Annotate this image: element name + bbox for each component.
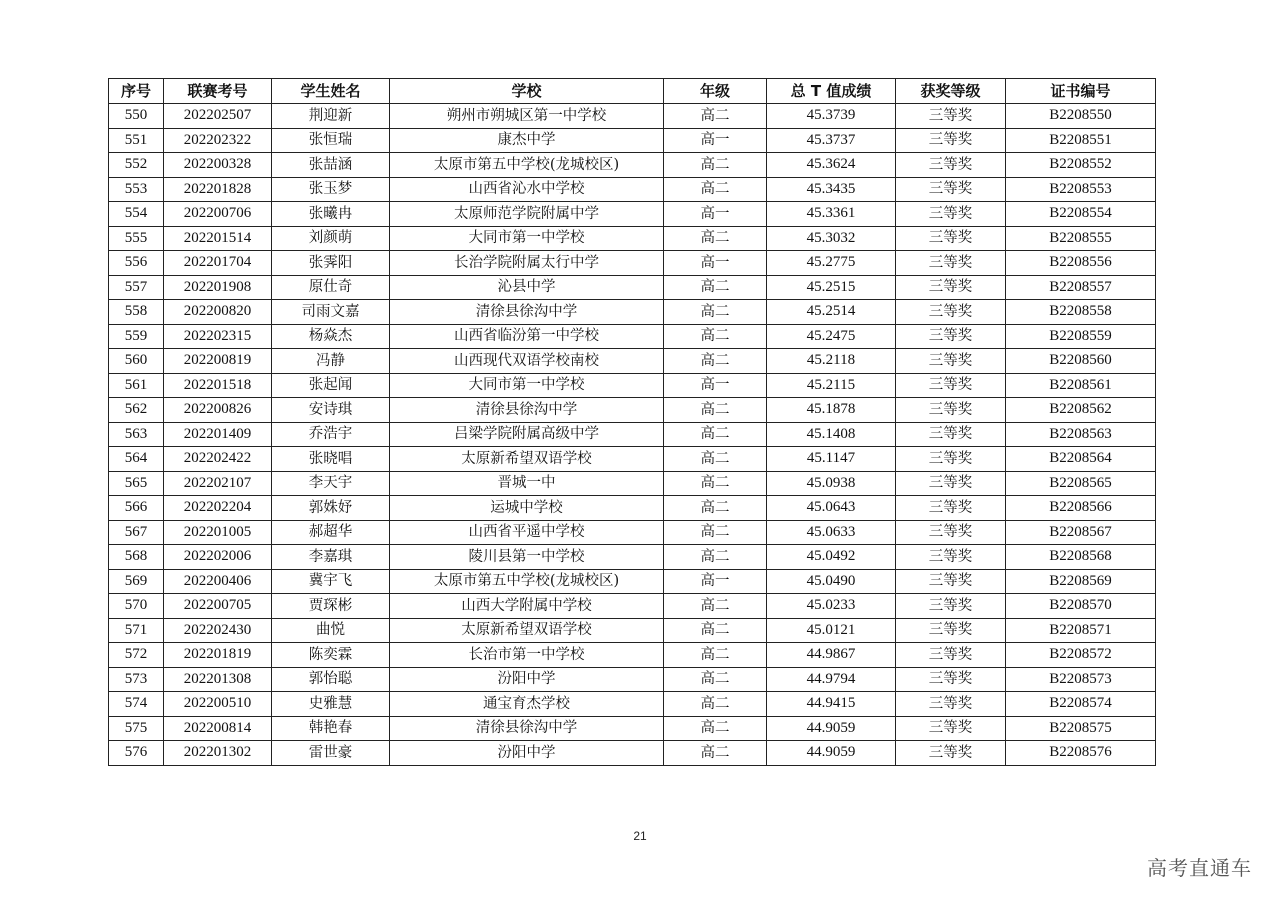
cell-award-level: 三等奖: [896, 128, 1006, 153]
header-grade: 年级: [664, 79, 767, 104]
header-certificate-no: 证书编号: [1006, 79, 1156, 104]
cell-award-level: 三等奖: [896, 202, 1006, 227]
cell-certificate-no: B2208561: [1006, 373, 1156, 398]
cell-award-level: 三等奖: [896, 422, 1006, 447]
cell-award-level: 三等奖: [896, 569, 1006, 594]
table-row: [109, 741, 1156, 766]
cell-score: 45.0490: [767, 569, 896, 594]
cell-index: 576: [109, 741, 164, 766]
cell-award-level: 三等奖: [896, 275, 1006, 300]
cell-certificate-no: B2208554: [1006, 202, 1156, 227]
table-row: [109, 496, 1156, 521]
table-row: [109, 422, 1156, 447]
cell-award-level: 三等奖: [896, 153, 1006, 178]
cell-index: 566: [109, 496, 164, 521]
cell-index: 574: [109, 692, 164, 717]
cell-score: 45.3435: [767, 177, 896, 202]
cell-exam-id: 202202322: [164, 128, 272, 153]
cell-student-name: 刘颜萌: [272, 226, 390, 251]
cell-exam-id: 202201409: [164, 422, 272, 447]
cell-exam-id: 202200706: [164, 202, 272, 227]
cell-grade: 高二: [664, 741, 767, 766]
cell-score: 44.9867: [767, 643, 896, 668]
cell-index: 559: [109, 324, 164, 349]
cell-index: 575: [109, 716, 164, 741]
cell-student-name: 张恒瑞: [272, 128, 390, 153]
cell-grade: 高二: [664, 300, 767, 325]
cell-award-level: 三等奖: [896, 177, 1006, 202]
cell-index: 571: [109, 618, 164, 643]
table-row: [109, 471, 1156, 496]
cell-student-name: 史雅慧: [272, 692, 390, 717]
cell-index: 569: [109, 569, 164, 594]
cell-index: 552: [109, 153, 164, 178]
cell-grade: 高二: [664, 177, 767, 202]
table-header: [109, 79, 1156, 104]
cell-school: 通宝育杰学校: [390, 692, 664, 717]
cell-school: 太原市第五中学校(龙城校区): [390, 569, 664, 594]
cell-school: 太原新希望双语学校: [390, 618, 664, 643]
cell-index: 557: [109, 275, 164, 300]
cell-award-level: 三等奖: [896, 643, 1006, 668]
cell-certificate-no: B2208555: [1006, 226, 1156, 251]
cell-grade: 高二: [664, 667, 767, 692]
cell-score: 45.3032: [767, 226, 896, 251]
cell-student-name: 贾琛彬: [272, 594, 390, 619]
cell-exam-id: 202200328: [164, 153, 272, 178]
cell-award-level: 三等奖: [896, 667, 1006, 692]
cell-student-name: 张晓唱: [272, 447, 390, 472]
cell-certificate-no: B2208574: [1006, 692, 1156, 717]
cell-award-level: 三等奖: [896, 545, 1006, 570]
cell-score: 45.1147: [767, 447, 896, 472]
cell-score: 45.3739: [767, 104, 896, 129]
cell-grade: 高二: [664, 226, 767, 251]
cell-school: 清徐县徐沟中学: [390, 300, 664, 325]
cell-index: 567: [109, 520, 164, 545]
table-row: [109, 177, 1156, 202]
cell-exam-id: 202200820: [164, 300, 272, 325]
table-row: [109, 153, 1156, 178]
cell-grade: 高一: [664, 251, 767, 276]
cell-school: 太原师范学院附属中学: [390, 202, 664, 227]
cell-grade: 高二: [664, 716, 767, 741]
cell-grade: 高一: [664, 569, 767, 594]
table-row: [109, 618, 1156, 643]
cell-exam-id: 202201819: [164, 643, 272, 668]
cell-award-level: 三等奖: [896, 324, 1006, 349]
cell-index: 560: [109, 349, 164, 374]
cell-award-level: 三等奖: [896, 618, 1006, 643]
cell-school: 山西省临汾第一中学校: [390, 324, 664, 349]
cell-grade: 高二: [664, 349, 767, 374]
cell-student-name: 雷世豪: [272, 741, 390, 766]
cell-award-level: 三等奖: [896, 398, 1006, 423]
cell-school: 吕梁学院附属高级中学: [390, 422, 664, 447]
cell-award-level: 三等奖: [896, 496, 1006, 521]
table-row: [109, 520, 1156, 545]
table-row: [109, 251, 1156, 276]
cell-certificate-no: B2208560: [1006, 349, 1156, 374]
cell-school: 太原新希望双语学校: [390, 447, 664, 472]
cell-exam-id: 202202507: [164, 104, 272, 129]
cell-index: 565: [109, 471, 164, 496]
cell-index: 562: [109, 398, 164, 423]
header-student-name: 学生姓名: [272, 79, 390, 104]
cell-grade: 高二: [664, 153, 767, 178]
cell-student-name: 原仕奇: [272, 275, 390, 300]
cell-exam-id: 202200705: [164, 594, 272, 619]
cell-student-name: 张玉梦: [272, 177, 390, 202]
cell-certificate-no: B2208556: [1006, 251, 1156, 276]
cell-school: 清徐县徐沟中学: [390, 716, 664, 741]
cell-exam-id: 202200814: [164, 716, 272, 741]
cell-index: 570: [109, 594, 164, 619]
cell-award-level: 三等奖: [896, 741, 1006, 766]
cell-exam-id: 202200826: [164, 398, 272, 423]
cell-exam-id: 202200406: [164, 569, 272, 594]
cell-school: 沁县中学: [390, 275, 664, 300]
cell-certificate-no: B2208576: [1006, 741, 1156, 766]
cell-student-name: 韩艳春: [272, 716, 390, 741]
table-row: [109, 275, 1156, 300]
cell-school: 山西现代双语学校南校: [390, 349, 664, 374]
cell-student-name: 郭怡聪: [272, 667, 390, 692]
cell-grade: 高二: [664, 643, 767, 668]
cell-award-level: 三等奖: [896, 692, 1006, 717]
cell-certificate-no: B2208566: [1006, 496, 1156, 521]
header-school: 学校: [390, 79, 664, 104]
cell-score: 45.0643: [767, 496, 896, 521]
cell-exam-id: 202201908: [164, 275, 272, 300]
cell-exam-id: 202201514: [164, 226, 272, 251]
cell-student-name: 司雨文嘉: [272, 300, 390, 325]
cell-exam-id: 202201518: [164, 373, 272, 398]
header-exam-id: 联赛考号: [164, 79, 272, 104]
cell-exam-id: 202200510: [164, 692, 272, 717]
header-row: [109, 79, 1156, 104]
table-body: [109, 104, 1156, 766]
cell-student-name: 张喆涵: [272, 153, 390, 178]
cell-score: 45.0938: [767, 471, 896, 496]
cell-index: 550: [109, 104, 164, 129]
cell-school: 康杰中学: [390, 128, 664, 153]
cell-award-level: 三等奖: [896, 104, 1006, 129]
cell-student-name: 乔浩宇: [272, 422, 390, 447]
cell-certificate-no: B2208558: [1006, 300, 1156, 325]
cell-certificate-no: B2208572: [1006, 643, 1156, 668]
cell-index: 553: [109, 177, 164, 202]
cell-school: 晋城一中: [390, 471, 664, 496]
cell-grade: 高二: [664, 447, 767, 472]
cell-award-level: 三等奖: [896, 447, 1006, 472]
cell-exam-id: 202202430: [164, 618, 272, 643]
cell-certificate-no: B2208557: [1006, 275, 1156, 300]
cell-school: 清徐县徐沟中学: [390, 398, 664, 423]
table-row: [109, 349, 1156, 374]
cell-grade: 高一: [664, 373, 767, 398]
table-row: [109, 569, 1156, 594]
cell-award-level: 三等奖: [896, 251, 1006, 276]
cell-award-level: 三等奖: [896, 471, 1006, 496]
cell-index: 563: [109, 422, 164, 447]
cell-score: 44.9415: [767, 692, 896, 717]
cell-student-name: 曲悦: [272, 618, 390, 643]
cell-index: 573: [109, 667, 164, 692]
cell-school: 陵川县第一中学校: [390, 545, 664, 570]
cell-school: 山西省沁水中学校: [390, 177, 664, 202]
cell-index: 568: [109, 545, 164, 570]
cell-score: 45.3361: [767, 202, 896, 227]
cell-certificate-no: B2208575: [1006, 716, 1156, 741]
watermark-logo: 高考直通车: [1147, 856, 1252, 880]
cell-exam-id: 202202006: [164, 545, 272, 570]
table-row: [109, 643, 1156, 668]
cell-grade: 高二: [664, 520, 767, 545]
cell-certificate-no: B2208570: [1006, 594, 1156, 619]
cell-grade: 高二: [664, 594, 767, 619]
cell-student-name: 安诗琪: [272, 398, 390, 423]
cell-index: 554: [109, 202, 164, 227]
cell-index: 555: [109, 226, 164, 251]
cell-score: 45.3737: [767, 128, 896, 153]
cell-student-name: 李天宇: [272, 471, 390, 496]
cell-school: 长治市第一中学校: [390, 643, 664, 668]
cell-index: 558: [109, 300, 164, 325]
cell-score: 45.2514: [767, 300, 896, 325]
cell-award-level: 三等奖: [896, 349, 1006, 374]
table-row: [109, 447, 1156, 472]
cell-certificate-no: B2208553: [1006, 177, 1156, 202]
cell-certificate-no: B2208569: [1006, 569, 1156, 594]
cell-grade: 高二: [664, 275, 767, 300]
cell-school: 大同市第一中学校: [390, 226, 664, 251]
cell-certificate-no: B2208573: [1006, 667, 1156, 692]
cell-school: 大同市第一中学校: [390, 373, 664, 398]
cell-exam-id: 202201308: [164, 667, 272, 692]
cell-award-level: 三等奖: [896, 716, 1006, 741]
cell-student-name: 荆迎新: [272, 104, 390, 129]
cell-score: 45.2775: [767, 251, 896, 276]
cell-grade: 高一: [664, 202, 767, 227]
cell-score: 45.3624: [767, 153, 896, 178]
header-award-level: 获奖等级: [896, 79, 1006, 104]
cell-student-name: 郭姝妤: [272, 496, 390, 521]
cell-exam-id: 202200819: [164, 349, 272, 374]
cell-grade: 高二: [664, 496, 767, 521]
table-row: [109, 324, 1156, 349]
cell-score: 45.2118: [767, 349, 896, 374]
cell-school: 运城中学校: [390, 496, 664, 521]
cell-student-name: 张曦冉: [272, 202, 390, 227]
cell-score: 45.1408: [767, 422, 896, 447]
table-row: [109, 545, 1156, 570]
cell-student-name: 陈奕霖: [272, 643, 390, 668]
cell-certificate-no: B2208564: [1006, 447, 1156, 472]
table-row: [109, 202, 1156, 227]
table-row: [109, 226, 1156, 251]
table-row: [109, 104, 1156, 129]
cell-student-name: 冀宇飞: [272, 569, 390, 594]
cell-exam-id: 202202204: [164, 496, 272, 521]
table-row: [109, 667, 1156, 692]
cell-grade: 高二: [664, 422, 767, 447]
awards-table: [108, 78, 1156, 766]
cell-grade: 高一: [664, 128, 767, 153]
cell-certificate-no: B2208571: [1006, 618, 1156, 643]
cell-score: 45.2515: [767, 275, 896, 300]
cell-score: 45.0492: [767, 545, 896, 570]
table-row: [109, 692, 1156, 717]
cell-score: 44.9059: [767, 716, 896, 741]
cell-student-name: 郝超华: [272, 520, 390, 545]
cell-award-level: 三等奖: [896, 300, 1006, 325]
cell-school: 汾阳中学: [390, 741, 664, 766]
cell-certificate-no: B2208567: [1006, 520, 1156, 545]
cell-score: 45.0233: [767, 594, 896, 619]
cell-student-name: 杨焱杰: [272, 324, 390, 349]
cell-student-name: 张霁阳: [272, 251, 390, 276]
cell-score: 45.1878: [767, 398, 896, 423]
cell-certificate-no: B2208551: [1006, 128, 1156, 153]
cell-school: 汾阳中学: [390, 667, 664, 692]
header-score: 总 T 值成绩: [767, 79, 896, 104]
cell-award-level: 三等奖: [896, 226, 1006, 251]
cell-school: 长治学院附属太行中学: [390, 251, 664, 276]
cell-student-name: 冯静: [272, 349, 390, 374]
cell-score: 45.0121: [767, 618, 896, 643]
cell-index: 551: [109, 128, 164, 153]
cell-index: 572: [109, 643, 164, 668]
cell-school: 山西省平遥中学校: [390, 520, 664, 545]
cell-school: 太原市第五中学校(龙城校区): [390, 153, 664, 178]
cell-school: 朔州市朔城区第一中学校: [390, 104, 664, 129]
cell-score: 45.0633: [767, 520, 896, 545]
cell-index: 564: [109, 447, 164, 472]
cell-grade: 高二: [664, 692, 767, 717]
table-row: [109, 398, 1156, 423]
cell-student-name: 张起闻: [272, 373, 390, 398]
table-row: [109, 716, 1156, 741]
cell-certificate-no: B2208559: [1006, 324, 1156, 349]
cell-student-name: 李嘉琪: [272, 545, 390, 570]
cell-certificate-no: B2208565: [1006, 471, 1156, 496]
cell-grade: 高二: [664, 471, 767, 496]
cell-certificate-no: B2208550: [1006, 104, 1156, 129]
cell-certificate-no: B2208552: [1006, 153, 1156, 178]
cell-index: 561: [109, 373, 164, 398]
cell-grade: 高二: [664, 618, 767, 643]
cell-award-level: 三等奖: [896, 594, 1006, 619]
cell-score: 44.9794: [767, 667, 896, 692]
cell-score: 45.2475: [767, 324, 896, 349]
table-row: [109, 373, 1156, 398]
cell-grade: 高二: [664, 398, 767, 423]
page-number: 21: [633, 829, 647, 843]
cell-school: 山西大学附属中学校: [390, 594, 664, 619]
cell-exam-id: 202201005: [164, 520, 272, 545]
cell-score: 44.9059: [767, 741, 896, 766]
header-index: 序号: [109, 79, 164, 104]
cell-award-level: 三等奖: [896, 373, 1006, 398]
cell-award-level: 三等奖: [896, 520, 1006, 545]
cell-index: 556: [109, 251, 164, 276]
table-row: [109, 594, 1156, 619]
cell-exam-id: 202202107: [164, 471, 272, 496]
cell-exam-id: 202201704: [164, 251, 272, 276]
cell-exam-id: 202201828: [164, 177, 272, 202]
cell-certificate-no: B2208562: [1006, 398, 1156, 423]
cell-grade: 高二: [664, 104, 767, 129]
cell-certificate-no: B2208563: [1006, 422, 1156, 447]
cell-grade: 高二: [664, 545, 767, 570]
cell-grade: 高二: [664, 324, 767, 349]
table-row: [109, 300, 1156, 325]
cell-exam-id: 202202422: [164, 447, 272, 472]
cell-exam-id: 202202315: [164, 324, 272, 349]
cell-exam-id: 202201302: [164, 741, 272, 766]
cell-certificate-no: B2208568: [1006, 545, 1156, 570]
cell-score: 45.2115: [767, 373, 896, 398]
table-row: [109, 128, 1156, 153]
